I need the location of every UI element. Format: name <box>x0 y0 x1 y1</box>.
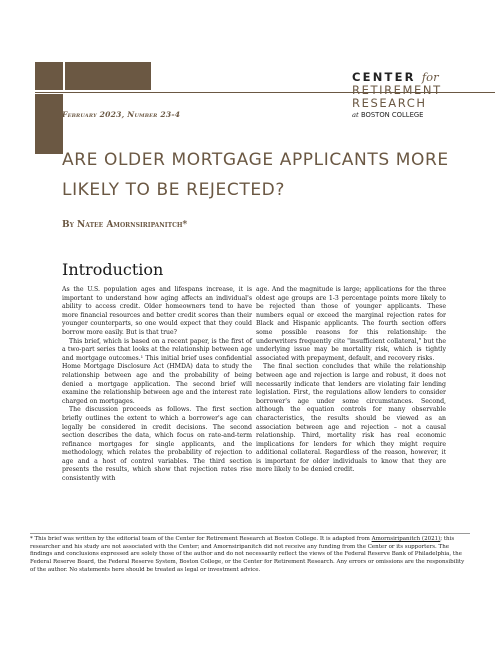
logo-bar-wide <box>65 62 151 90</box>
paragraph: This brief, which is based on a recent paper, is the first of a two-part series that looks at the relationship between age and mortgage outcomes.¹ This initial brief uses confidential Home Mortgage Disclosure Act (HMDA) data to study the relationship between age and the probability of being denied a mortgage application. The second brief will examine the relationship between age and the interest rate charged on mortgages. <box>62 337 252 405</box>
brand-for: for <box>421 70 439 84</box>
right-column <box>256 286 446 475</box>
brand-center: CENTER <box>352 70 416 84</box>
footnote-text-rest: ; this researcher and his study are not associated with the Center; and Amornsiripanitch did not receive any funding from the Center or its supporters. The findings and conclusions expressed are solely those of the author and do not necessarily reflect the views of the Federal Reserve Bank of Philadelphia, the Federal Reserve Board, the Federal Reserve System, Boston College, or the Center for Retirement Research. Any errors or omissions are the responsibility of the author. No statements here should be treated as legal or investment advice. <box>30 536 465 573</box>
logo-bar-vertical <box>35 94 63 154</box>
brand-retirement: RETIREMENT <box>352 83 442 97</box>
issue-line: February 2023, Number 23-4 <box>62 110 181 119</box>
left-column <box>62 286 252 484</box>
paragraph: The discussion proceeds as follows. The first section briefly outlines the extent to which a borrower's age can legally be considered in credit decisions. The second section describes the data, which focus on rate-and-term refinance mortgages for single applicants, and the methodology, which relates the probability of rejection to age and a host of control variables. The third section presents the results, which show that rejection rates rise consistently with <box>62 406 252 483</box>
paragraph: age. And the magnitude is large; applications for the three oldest age groups are 1-3 percentage points more likely to be rejected than those of younger applicants. These numbers equal or exceed the marginal rejection rates for Black and Hispanic applicants. The fourth section offers some possible reasons for this relationship: the underwriters frequently cite "insufficient collateral," but the underlying issue may be mortality risk, which is tightly associated with prepayment, default, and recovery risks. <box>256 286 446 362</box>
logo-square-small <box>35 62 63 90</box>
section-heading: Introduction <box>62 260 164 279</box>
brand-boston-college: BOSTON COLLEGE <box>360 111 424 119</box>
page-title: ARE OLDER MORTGAGE APPLICANTS MORE LIKELY TO BE REJECTED? <box>62 150 449 200</box>
brand-at: at <box>352 111 359 119</box>
brand-logo-squares <box>35 62 153 154</box>
paragraph: As the U.S. population ages and lifespans increase, it is important to understand how aging affects an individual's ability to access credit. Older homeowners tend to have more financial resources and better credit scores than their younger counterparts, so one would expect that they could borrow more easily. But is that true? <box>62 286 252 336</box>
brand-wordmark <box>352 70 462 119</box>
paragraph: The final section concludes that while the relationship between age and rejection is large and robust, it does not necessarily indicate that lenders are violating fair lending legislation. First, the regulations allow lenders to consider borrower's age under some circumstances. Second, although the equation controls for many observable characteristics, the results should be viewed as an association between age and rejection – not a causal relationship. Third, mortality risk has real economic implications for lenders for which they might require additional collateral. Regardless of the reason, however, it is important for older individuals to know that they are more likely to be denied credit. <box>256 363 446 474</box>
footnote-rule <box>30 533 470 534</box>
footnote-link[interactable]: Amornsiripanitch (2021) <box>371 536 441 542</box>
footnote-text: * This brief was written by the editorial team of the Center for Retirement Research at Boston College. It is adapted from <box>30 536 372 542</box>
footnote <box>30 536 470 575</box>
author-byline: By Natee Amornsiripanitch* <box>62 220 188 230</box>
brand-research: RESEARCH <box>352 96 427 110</box>
